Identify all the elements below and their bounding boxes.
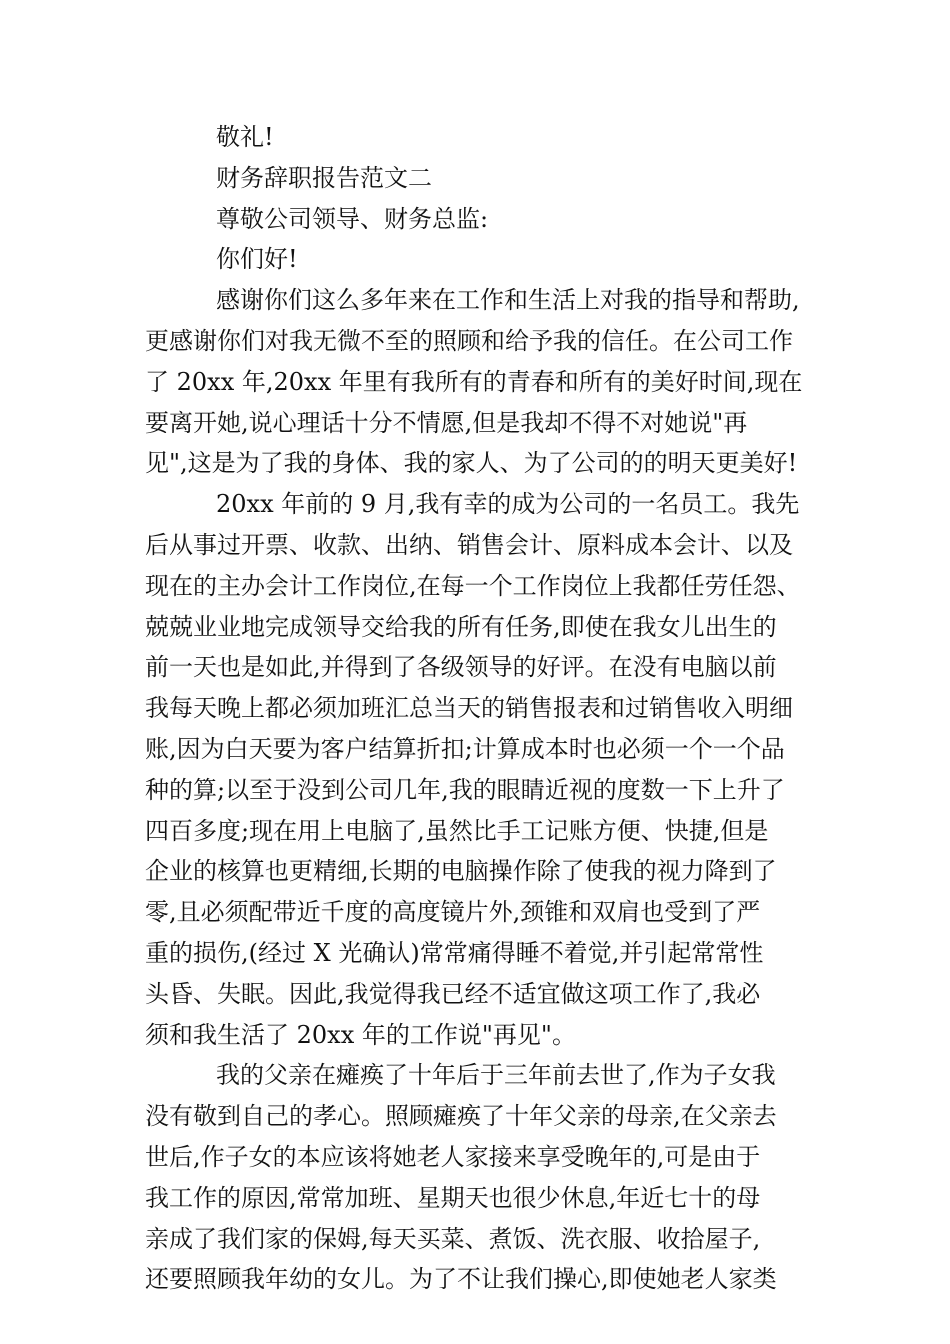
text-line: 还要照顾我年幼的女儿。为了不让我们操心,即使她老人家类 <box>145 1265 777 1294</box>
text-line: 账,因为白天要为客户结算折扣;计算成本时也必须一个一个品 <box>145 734 785 763</box>
text-line: 重的损伤,(经过 X 光确认)常常痛得睡不着觉,并引起常常性 <box>145 938 764 967</box>
text-line: 前一天也是如此,并得到了各级领导的好评。在没有电脑以前 <box>145 653 777 682</box>
text-line: 我的父亲在瘫痪了十年后于三年前去世了,作为子女我 <box>216 1061 776 1090</box>
text-line: 世后,作子女的本应该将她老人家接来享受晚年的,可是由于 <box>145 1142 761 1171</box>
text-line: 须和我生活了 20xx 年的工作说"再见"。 <box>145 1020 576 1049</box>
text-line: 现在的主办会计工作岗位,在每一个工作岗位上我都任劳任怨、 <box>145 571 801 600</box>
text-line: 了 20xx 年,20xx 年里有我所有的青春和所有的美好时间,现在 <box>145 367 803 396</box>
text-line: 20xx 年前的 9 月,我有幸的成为公司的一名员工。我先 <box>216 490 800 519</box>
text-line: 我工作的原因,常常加班、星期天也很少休息,年近七十的母 <box>145 1183 761 1212</box>
text-line: 我每天晚上都必须加班汇总当天的销售报表和过销售收入明细 <box>145 694 793 723</box>
text-line: 你们好! <box>216 245 298 274</box>
text-line: 头昏、失眠。因此,我觉得我已经不适宜做这项工作了,我必 <box>145 979 761 1008</box>
text-line: 敬礼! <box>216 123 274 151</box>
text-line: 四百多度;现在用上电脑了,虽然比手工记账方便、快捷,但是 <box>145 816 769 845</box>
text-line: 尊敬公司领导、财务总监: <box>216 204 489 233</box>
text-line: 感谢你们这么多年来在工作和生活上对我的指导和帮助, <box>216 286 800 315</box>
text-line: 没有敬到自己的孝心。照顾瘫痪了十年父亲的母亲,在父亲去 <box>145 1102 777 1131</box>
text-line: 财务辞职报告范文二 <box>216 163 432 192</box>
text-line: 后从事过开票、收款、出纳、销售会计、原料成本会计、以及 <box>145 530 793 559</box>
document-body <box>145 117 810 1300</box>
text-line: 种的算;以至于没到公司几年,我的眼睛近视的度数一下上升了 <box>145 775 785 804</box>
text-line: 见",这是为了我的身体、我的家人、为了公司的的明天更美好! <box>145 449 798 478</box>
text-line: 零,且必须配带近千度的高度镜片外,颈锥和双肩也受到了严 <box>145 898 761 927</box>
text-line: 亲成了我们家的保姆,每天买菜、煮饭、洗衣服、收拾屋子, <box>145 1224 761 1253</box>
text-line: 企业的核算也更精细,长期的电脑操作除了使我的视力降到了 <box>145 857 777 886</box>
text-line: 兢兢业业地完成领导交给我的所有任务,即使在我女儿出生的 <box>145 612 777 641</box>
text-line: 要离开她,说心理话十分不情愿,但是我却不得不对她说"再 <box>145 408 748 437</box>
text-line: 更感谢你们对我无微不至的照顾和给予我的信任。在公司工作 <box>145 326 793 355</box>
